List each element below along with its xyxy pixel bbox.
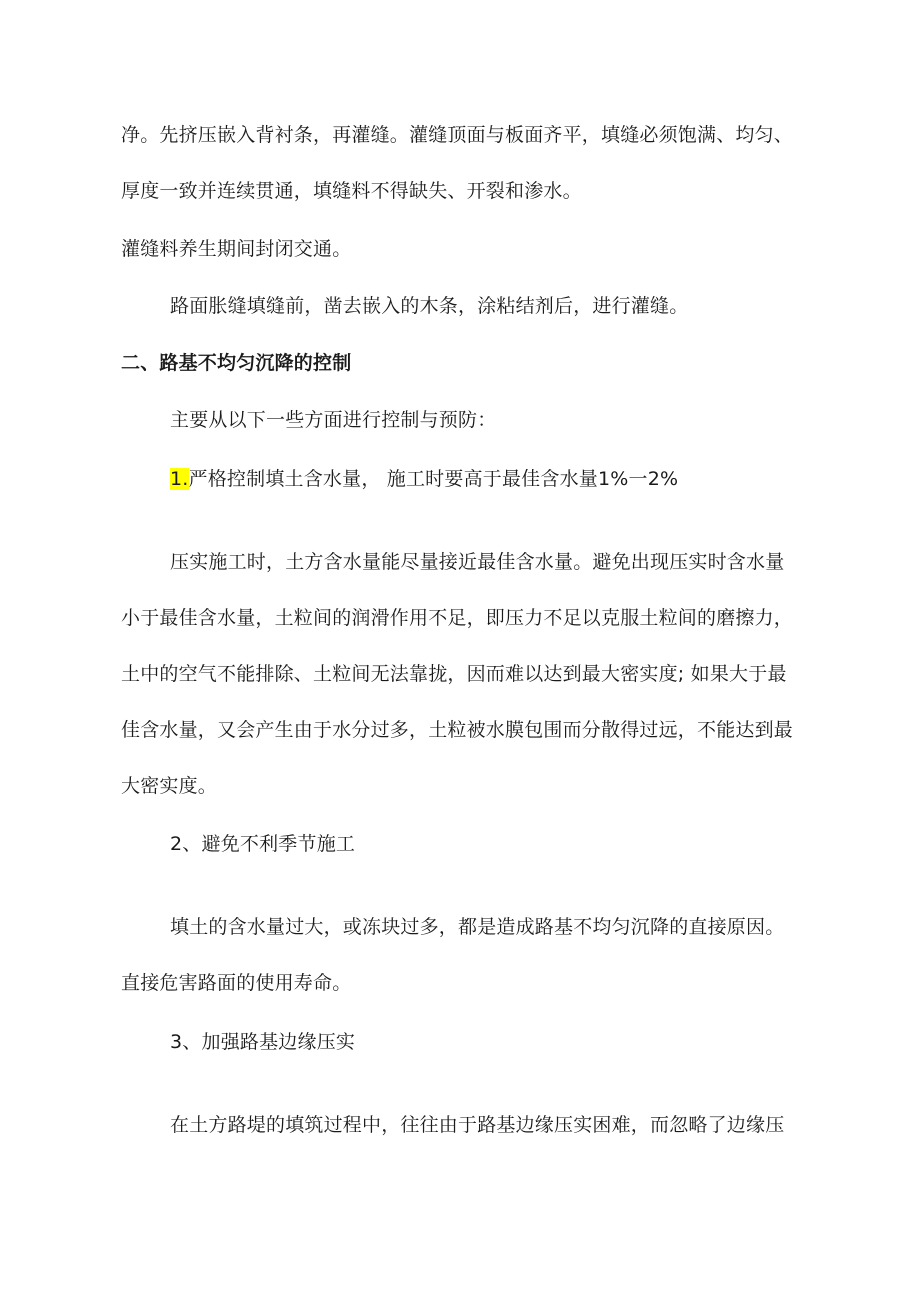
paragraph-line: 小于最佳含水量，土粒间的润滑作用不足，即压力不足以克服土粒间的磨擦力， bbox=[121, 607, 794, 629]
paragraph-line: 压实施工时，土方含水量能尽量接近最佳含水量。避免出现压实时含水量 bbox=[170, 551, 785, 573]
list-item: 2、避免不利季节施工 bbox=[170, 833, 356, 855]
paragraph-line: 厚度一致并连续贯通，填缝料不得缺失、开裂和渗水。 bbox=[121, 180, 582, 202]
paragraph-line: 佳含水量，又会产生由于水分过多，土粒被水膜包围而分散得过远，不能达到最 bbox=[121, 719, 794, 741]
paragraph-line: 土中的空气不能排除、土粒间无法靠拢，因而难以达到最大密实度; 如果大于最 bbox=[121, 663, 787, 685]
paragraph-line: 路面胀缝填缝前，凿去嵌入的木条，涂粘结剂后，进行灌缝。 bbox=[170, 295, 689, 317]
paragraph-line: 在土方路堤的填筑过程中，往往由于路基边缘压实困难，而忽略了边缘压 bbox=[170, 1114, 785, 1136]
paragraph-line: 灌缝料养生期间封闭交通。 bbox=[121, 238, 352, 260]
paragraph-line: 填土的含水量过大，或冻块过多，都是造成路基不均匀沉降的直接原因。 bbox=[170, 916, 785, 938]
item-number-highlight: 1. bbox=[170, 468, 189, 490]
item-text: 严格控制填土含水量， 施工时要高于最佳含水量1%一2% bbox=[188, 468, 679, 490]
list-item: 3、加强路基边缘压实 bbox=[170, 1031, 356, 1053]
section-heading: 二、路基不均匀沉降的控制 bbox=[121, 352, 352, 374]
paragraph-line: 大密实度。 bbox=[121, 775, 218, 797]
paragraph-line: 净。先挤压嵌入背衬条，再灌缝。灌缝顶面与板面齐平，填缝必须饱满、均匀、 bbox=[121, 124, 794, 146]
list-item bbox=[170, 465, 678, 493]
paragraph-line: 主要从以下一些方面进行控制与预防： bbox=[170, 409, 497, 431]
paragraph-line: 直接危害路面的使用寿命。 bbox=[121, 972, 352, 994]
